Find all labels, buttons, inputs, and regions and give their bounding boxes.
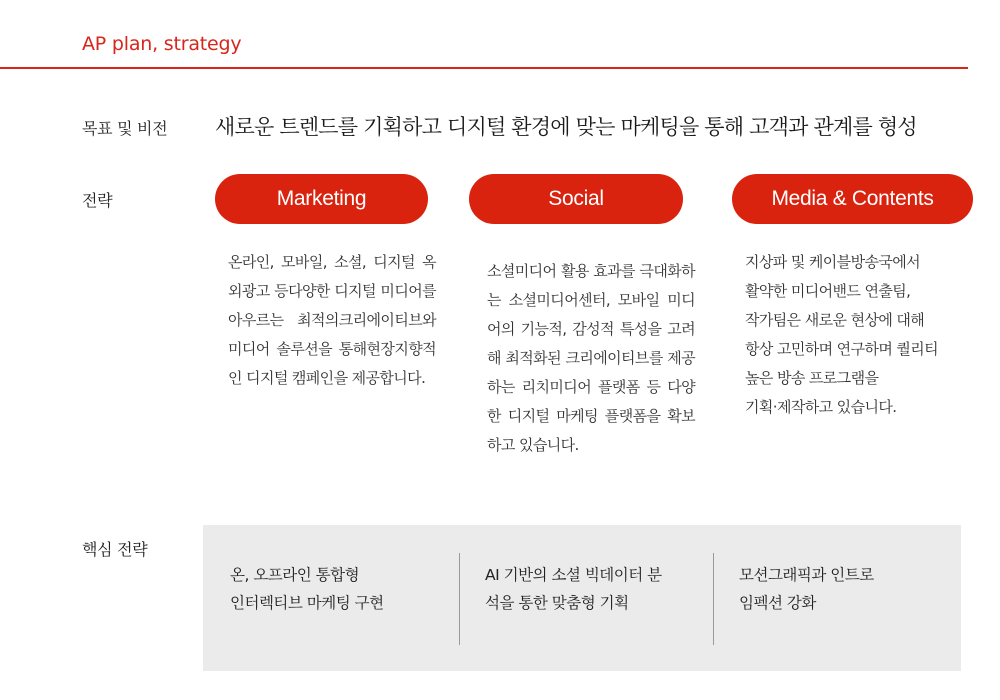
- marketing-pill: Marketing: [215, 174, 428, 224]
- social-pill: Social: [469, 174, 683, 224]
- core-item-line: 모션그래픽과 인트로: [739, 566, 874, 584]
- core-item-line: 인터렉티브 마케팅 구현: [230, 594, 384, 612]
- core-item-motion-graphics: [739, 561, 874, 617]
- media-desc-line: 지상파 및 케이블방송국에서: [745, 253, 921, 271]
- media-desc-line: 항상 고민하며 연구하며 퀄리티: [745, 340, 939, 358]
- core-divider: [713, 553, 714, 645]
- core-item-line: 임펙션 강화: [739, 594, 816, 612]
- media-contents-description: [745, 248, 985, 422]
- page-title: AP plan, strategy: [82, 33, 242, 55]
- marketing-description: 온라인, 모바일, 소셜, 디지털 옥외광고 등다양한 디지털 미디어를 아우르는 최적의크리에이티브와 미디어 솔루션을 통해현장지향적인 디지털 캠페인을 제공합니다.: [228, 253, 436, 387]
- core-item-line: 온, 오프라인 통합형: [230, 566, 360, 584]
- core-divider: [459, 553, 460, 645]
- social-description: 소셜미디어 활용 효과를 극대화하는 소셜미디어센터, 모바일 미디어의 기능적, 감성적 특성을 고려해 최적화된 크리에이티브를 제공하는 리치미디어 플랫폼 등 다양한 디지털 마케팅 플랫폼을 확보하고 있습니다.: [487, 262, 695, 454]
- core-item-ai-social: [485, 561, 662, 617]
- media-desc-line: 기획·제작하고 있습니다.: [745, 398, 897, 416]
- media-contents-pill: Media & Contents: [732, 174, 973, 224]
- core-strategy-label: 핵심 전략: [82, 540, 148, 559]
- media-desc-line: 높은 방송 프로그램을: [745, 369, 879, 387]
- media-desc-line: 활약한 미디어밴드 연출팀,: [745, 282, 911, 300]
- media-desc-line: 작가팀은 새로운 현상에 대해: [745, 311, 925, 329]
- core-item-line: 석을 통한 맞춤형 기획: [485, 594, 629, 612]
- core-strategy-panel: [203, 525, 961, 671]
- vision-statement: 새로운 트렌드를 기획하고 디지털 환경에 맞는 마케팅을 통해 고객과 관계를 형성: [215, 115, 917, 139]
- header-divider: [0, 67, 968, 69]
- core-item-integrated: [230, 561, 384, 617]
- strategy-label: 전략: [82, 191, 113, 210]
- vision-label: 목표 및 비전: [82, 119, 168, 138]
- core-item-line: AI 기반의 소셜 빅데이터 분: [485, 566, 662, 584]
